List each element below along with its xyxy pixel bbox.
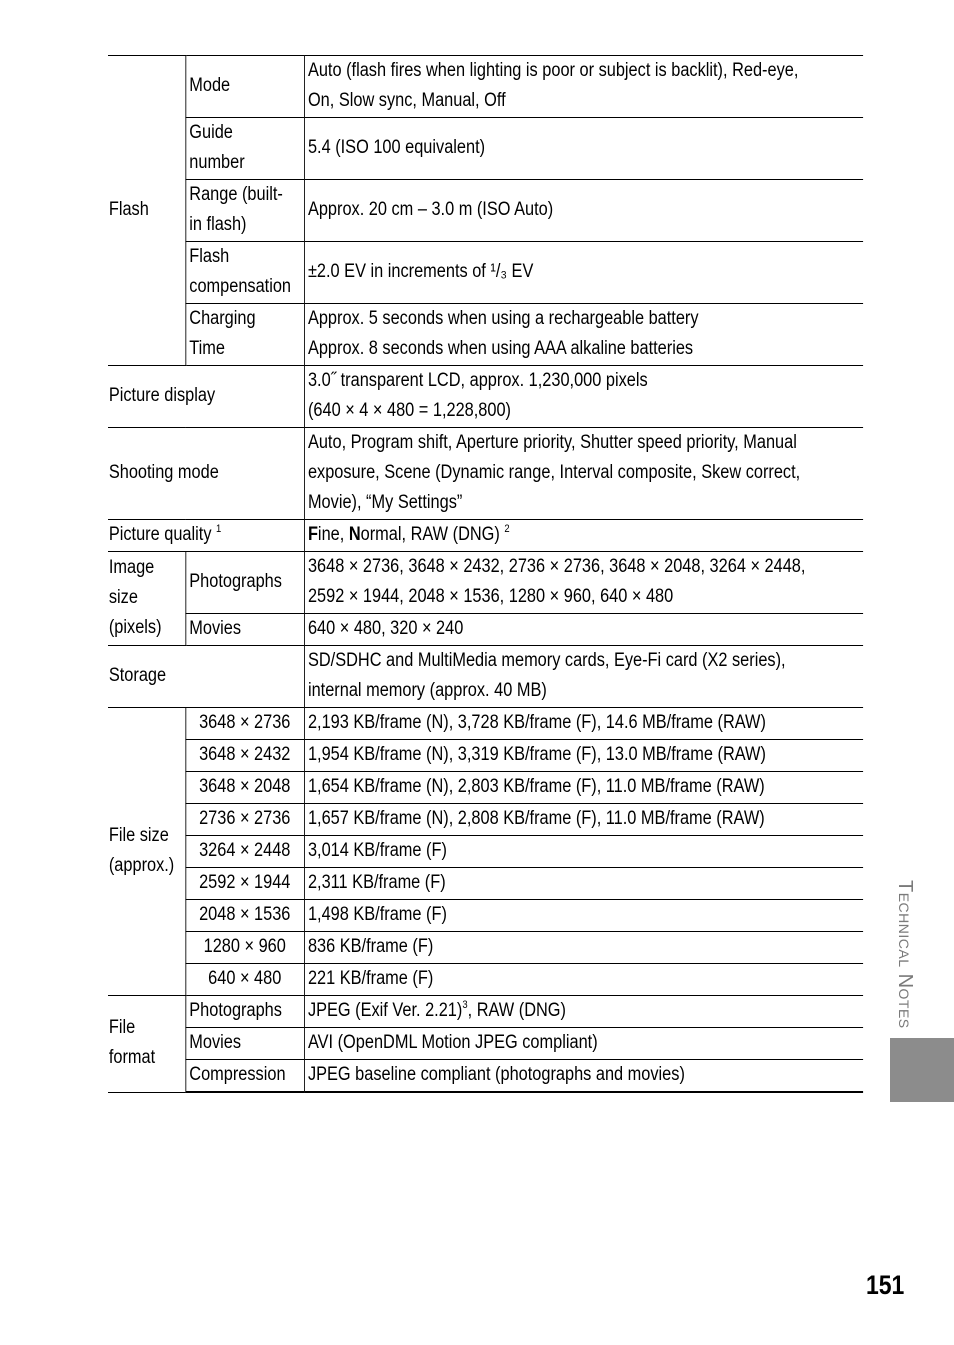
file-size-value: 1,954 KB/frame (N), 3,319 KB/frame (F), 13.0 MB/frame (RAW): [304, 740, 863, 772]
file-size-row: [108, 900, 863, 932]
flash-guide-name: [185, 118, 304, 180]
shooting-mode-label: Shooting mode: [108, 428, 304, 520]
normal-rest: ormal, RAW (DNG): [360, 524, 500, 545]
flash-guide-name-line-2: number: [189, 152, 245, 173]
picture-display-line-1: 3.0˝ transparent LCD, approx. 1,230,000 pixels: [307, 370, 648, 391]
picture-display-line-2: (640 × 4 × 480 = 1,228,800): [307, 400, 512, 421]
file-size-row: [108, 964, 863, 996]
normal-initial: N: [348, 524, 361, 545]
picture-display-row: [108, 366, 863, 428]
flash-guide-row: [108, 118, 863, 180]
file-format-compression-row: [108, 1060, 863, 1093]
shooting-mode-line-2: exposure, Scene (Dynamic range, Interval composite, Skew correct,: [307, 462, 801, 483]
footnote-1: 1: [216, 523, 222, 535]
image-size-movies-value: 640 × 480, 320 × 240: [304, 614, 863, 646]
flash-range-name-line-1: Range (built-: [189, 184, 283, 205]
picture-display-label: Picture display: [108, 366, 304, 428]
fine-rest: ine,: [317, 524, 349, 545]
image-size-movies-row: [108, 614, 863, 646]
file-size-dimension: 2736 × 2736: [185, 804, 304, 836]
file-size-dimension: 3648 × 2736: [185, 708, 304, 740]
file-size-value: 1,654 KB/frame (N), 2,803 KB/frame (F), 11.0 MB/frame (RAW): [304, 772, 863, 804]
image-size-label-line-1: Image: [108, 557, 155, 578]
shooting-mode-value: [304, 428, 863, 520]
storage-row: [108, 646, 863, 708]
file-size-row: [108, 868, 863, 900]
file-size-value: 836 KB/frame (F): [304, 932, 863, 964]
section-side-label: Technical Notes: [894, 880, 916, 1029]
shooting-mode-row: [108, 428, 863, 520]
flash-mode-line-2: On, Slow sync, Manual, Off: [307, 90, 506, 111]
image-size-photographs-name: Photographs: [185, 552, 304, 614]
file-format-label: [108, 996, 185, 1093]
image-size-label-line-2: size: [108, 587, 138, 608]
flash-range-row: [108, 180, 863, 242]
flash-charging-name-line-2: Time: [189, 338, 225, 359]
flash-mode-name: Mode: [185, 56, 304, 118]
flash-guide-value: 5.4 (ISO 100 equivalent): [304, 118, 863, 180]
image-size-movies-name: Movies: [185, 614, 304, 646]
flash-range-name: [185, 180, 304, 242]
file-size-value: 3,014 KB/frame (F): [304, 836, 863, 868]
flash-compensation-name-line-1: Flash: [189, 246, 230, 267]
file-format-movies-row: [108, 1028, 863, 1060]
image-size-label-line-3: (pixels): [108, 617, 162, 638]
flash-charging-name-line-1: Charging: [189, 308, 256, 329]
file-format-movies-value: AVI (OpenDML Motion JPEG compliant): [304, 1028, 863, 1060]
file-format-photographs-value: [304, 996, 863, 1028]
flash-charging-line-2: Approx. 8 seconds when using AAA alkaline batteries: [307, 338, 694, 359]
file-format-compression-name: Compression: [185, 1060, 304, 1093]
file-size-dimension: 2592 × 1944: [185, 868, 304, 900]
file-size-label: [108, 708, 185, 996]
fine-initial: F: [307, 524, 318, 545]
picture-quality-label: [108, 520, 304, 552]
file-size-value: 221 KB/frame (F): [304, 964, 863, 996]
file-size-row: [108, 708, 863, 740]
file-size-dimension: 2048 × 1536: [185, 900, 304, 932]
file-size-dimension: 3648 × 2432: [185, 740, 304, 772]
file-format-label-line-2: format: [108, 1047, 156, 1069]
file-format-photographs-name: Photographs: [185, 996, 304, 1028]
file-size-row: [108, 932, 863, 964]
image-size-photographs-value: [304, 552, 863, 614]
file-size-row: [108, 740, 863, 772]
flash-mode-row: [108, 56, 863, 118]
image-size-photographs-row: [108, 552, 863, 614]
footnote-3: 3: [462, 999, 468, 1011]
file-size-row: [108, 836, 863, 868]
picture-quality-row: [108, 520, 863, 552]
file-size-dimension: 3264 × 2448: [185, 836, 304, 868]
file-size-value: 2,311 KB/frame (F): [304, 868, 863, 900]
flash-compensation-value: ±2.0 EV in increments of ¹/₃ EV: [304, 242, 863, 304]
picture-display-value: [304, 366, 863, 428]
storage-line-1: SD/SDHC and MultiMedia memory cards, Eye-Fi card (X2 series),: [307, 650, 786, 671]
flash-charging-name: [185, 304, 304, 366]
image-size-photographs-line-1: 3648 × 2736, 3648 × 2432, 2736 × 2736, 3648 × 2048, 3264 × 2448,: [307, 556, 806, 577]
file-format-photographs-text: JPEG (Exif Ver. 2.21): [307, 1000, 463, 1021]
file-size-label-line-2: (approx.): [108, 855, 175, 876]
flash-guide-name-line-1: Guide: [189, 122, 233, 143]
image-size-label: [108, 552, 185, 646]
file-format-compression-value: JPEG baseline compliant (photographs and movies): [304, 1060, 863, 1093]
shooting-mode-line-3: Movie), “My Settings”: [307, 492, 463, 513]
file-size-dimension: 3648 × 2048: [185, 772, 304, 804]
file-size-value: 2,193 KB/frame (N), 3,728 KB/frame (F), 14.6 MB/frame (RAW): [304, 708, 863, 740]
file-size-dimension: 1280 × 960: [185, 932, 304, 964]
shooting-mode-line-1: Auto, Program shift, Aperture priority, Shutter speed priority, Manual: [307, 432, 797, 453]
file-size-value: 1,498 KB/frame (F): [304, 900, 863, 932]
storage-value: [304, 646, 863, 708]
file-size-label-line-1: File size: [108, 825, 169, 846]
file-format-photographs-row: [108, 996, 863, 1028]
file-size-row: [108, 804, 863, 836]
flash-range-value: Approx. 20 cm – 3.0 m (ISO Auto): [304, 180, 863, 242]
image-size-photographs-line-2: 2592 × 1944, 2048 × 1536, 1280 × 960, 640 × 480: [307, 586, 674, 607]
flash-compensation-name-line-2: compensation: [189, 276, 292, 297]
flash-charging-line-1: Approx. 5 seconds when using a rechargeable battery: [307, 308, 699, 329]
page-number: 151: [866, 1270, 905, 1300]
section-tab-marker: [890, 1038, 954, 1102]
footnote-2: 2: [504, 523, 510, 535]
flash-mode-line-1: Auto (flash fires when lighting is poor or subject is backlit), Red-eye,: [307, 60, 799, 81]
spec-table: [108, 55, 863, 1093]
storage-line-2: internal memory (approx. 40 MB): [307, 680, 547, 701]
flash-charging-value: [304, 304, 863, 366]
flash-compensation-name: [185, 242, 304, 304]
flash-compensation-row: [108, 242, 863, 304]
file-format-label-line-1: File: [108, 1017, 136, 1039]
file-format-photographs-text-post: , RAW (DNG): [467, 1000, 566, 1021]
file-size-dimension: 640 × 480: [185, 964, 304, 996]
file-size-row: [108, 772, 863, 804]
file-format-movies-name: Movies: [185, 1028, 304, 1060]
flash-range-name-line-2: in flash): [189, 214, 247, 235]
storage-label: Storage: [108, 646, 304, 708]
flash-mode-value: [304, 56, 863, 118]
flash-charging-row: [108, 304, 863, 366]
file-size-value: 1,657 KB/frame (N), 2,808 KB/frame (F), 11.0 MB/frame (RAW): [304, 804, 863, 836]
flash-label: Flash: [108, 56, 185, 366]
picture-quality-value: [304, 520, 863, 552]
picture-quality-label-text: Picture quality: [108, 524, 212, 545]
